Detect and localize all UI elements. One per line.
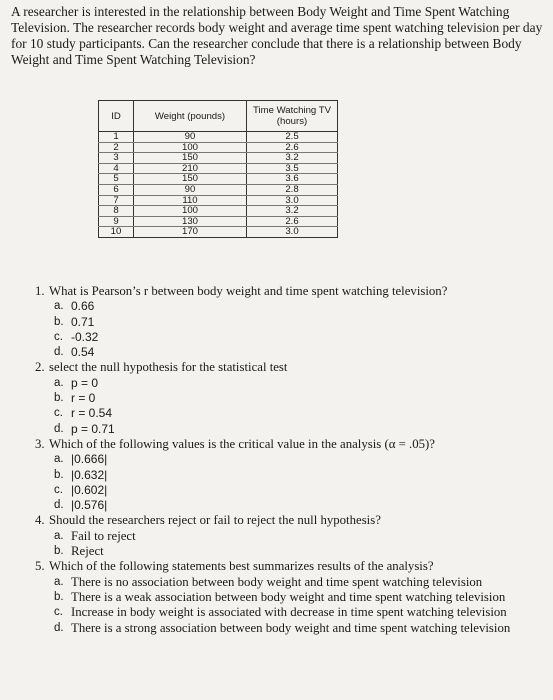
table-row	[99, 184, 338, 195]
cell-weight: 130	[134, 216, 247, 227]
option-text: 0.54	[71, 345, 95, 360]
cell-id: 6	[99, 184, 134, 195]
cell-id: 8	[99, 206, 134, 217]
answer-options	[35, 575, 545, 636]
option-letter: a.	[54, 376, 64, 389]
question-item	[35, 360, 545, 436]
question-item	[35, 513, 545, 559]
option-letter: a.	[54, 575, 64, 588]
answer-option[interactable]	[35, 621, 545, 636]
question-list	[35, 284, 545, 636]
answer-option[interactable]	[35, 544, 545, 559]
cell-weight: 90	[134, 184, 247, 195]
option-text: |0.602|	[71, 482, 108, 497]
cell-tv: 3.0	[247, 195, 338, 206]
cell-tv: 3.2	[247, 153, 338, 164]
option-letter: b.	[54, 545, 64, 558]
cell-tv: 3.5	[247, 163, 338, 174]
option-text: There is no association between body weight and time spent watching television	[71, 574, 483, 589]
option-letter: a.	[54, 453, 64, 466]
table-row	[99, 153, 338, 164]
option-text: Reject	[71, 544, 104, 559]
cell-weight: 150	[134, 174, 247, 185]
answer-option[interactable]	[35, 406, 545, 421]
answer-options	[35, 529, 545, 560]
answer-option[interactable]	[35, 299, 545, 314]
option-text: p = 0	[71, 375, 99, 390]
question-stem	[35, 559, 545, 574]
cell-weight: 150	[134, 153, 247, 164]
option-letter: c.	[54, 483, 63, 496]
answer-option[interactable]	[35, 575, 545, 590]
answer-options	[35, 452, 545, 513]
option-letter: c.	[54, 407, 63, 420]
answer-option[interactable]	[35, 376, 545, 391]
table-header-row	[99, 101, 338, 132]
header-tv	[247, 101, 338, 132]
answer-option[interactable]	[35, 483, 545, 498]
option-text: 0.66	[71, 299, 95, 314]
table-row	[99, 142, 338, 153]
cell-tv: 2.6	[247, 216, 338, 227]
answer-option[interactable]	[35, 590, 545, 605]
cell-tv: 3.6	[247, 174, 338, 185]
question-number: 4.	[35, 513, 45, 528]
header-id: ID	[99, 101, 134, 132]
option-text: |0.666|	[71, 452, 108, 467]
table-row	[99, 163, 338, 174]
option-text: |0.576|	[71, 498, 108, 513]
option-letter: d.	[54, 499, 64, 512]
question-text: select the null hypothesis for the statistical test	[49, 360, 288, 375]
question-number: 3.	[35, 436, 45, 451]
question-number: 1.	[35, 284, 45, 298]
cell-id: 5	[99, 174, 134, 185]
question-stem	[35, 360, 545, 375]
option-text: 0.71	[71, 314, 95, 329]
question-text: Which of the following statements best summarizes results of the analysis?	[49, 559, 434, 574]
option-text: |0.632|	[71, 467, 108, 482]
cell-tv: 3.0	[247, 227, 338, 238]
option-text: There is a weak association between body weight and time spent watching television	[71, 589, 506, 604]
question-item	[35, 284, 545, 360]
cell-id: 2	[99, 142, 134, 153]
data-table	[98, 100, 338, 238]
answer-option[interactable]	[35, 498, 545, 513]
answer-options	[35, 376, 545, 437]
cell-weight: 100	[134, 206, 247, 217]
header-weight: Weight (pounds)	[134, 101, 247, 132]
table-row	[99, 132, 338, 143]
cell-id: 4	[99, 163, 134, 174]
table-body	[99, 132, 338, 238]
question-item	[35, 437, 545, 513]
cell-weight: 100	[134, 142, 247, 153]
answer-option[interactable]	[35, 330, 545, 345]
header-tv-line1: Time Watching TV	[252, 105, 331, 116]
cell-tv: 2.6	[247, 142, 338, 153]
table-row	[99, 206, 338, 217]
option-text: Fail to reject	[71, 528, 136, 543]
answer-option[interactable]	[35, 529, 545, 544]
cell-weight: 90	[134, 132, 247, 143]
option-letter: d.	[54, 621, 64, 634]
cell-tv: 2.5	[247, 132, 338, 143]
cell-weight: 110	[134, 195, 247, 206]
answer-option[interactable]	[35, 315, 545, 330]
option-letter: d.	[54, 422, 64, 435]
question-stem	[35, 284, 545, 299]
option-letter: c.	[54, 330, 63, 343]
answer-option[interactable]	[35, 391, 545, 406]
answer-option[interactable]	[35, 422, 545, 437]
option-text: r = 0.54	[71, 406, 113, 421]
cell-id: 10	[99, 227, 134, 238]
option-letter: a.	[54, 300, 64, 313]
cell-weight: 210	[134, 163, 247, 174]
option-letter: b.	[54, 590, 64, 603]
cell-tv: 3.2	[247, 206, 338, 217]
cell-weight: 170	[134, 227, 247, 238]
answer-options	[35, 299, 545, 360]
cell-tv: 2.8	[247, 184, 338, 195]
option-text: r = 0	[71, 391, 96, 406]
question-stem	[35, 437, 545, 452]
option-letter: b.	[54, 468, 64, 481]
answer-option[interactable]	[35, 345, 545, 360]
answer-option[interactable]	[35, 468, 545, 483]
question-number: 5.	[35, 559, 45, 574]
question-text: What is Pearson’s r between body weight and time spent watching television?	[49, 284, 448, 298]
cell-id: 7	[99, 195, 134, 206]
header-tv-line2: (hours)	[276, 116, 308, 127]
cell-id: 1	[99, 132, 134, 143]
question-stem	[35, 513, 545, 528]
option-letter: a.	[54, 529, 64, 542]
option-text: p = 0.71	[71, 421, 115, 436]
cell-id: 3	[99, 153, 134, 164]
problem-statement: A researcher is interested in the relationship between Body Weight and Time Spent Watching Television. The researcher records body weight and average time spent watching television per day for 10 study participants. Can the researcher conclude that there is a relationship between Body Weight and Time Spent Watching Television?	[11, 4, 543, 67]
table-row	[99, 216, 338, 227]
option-letter: d.	[54, 346, 64, 359]
table-row	[99, 227, 338, 238]
question-number: 2.	[35, 360, 45, 375]
option-letter: c.	[54, 606, 63, 619]
option-text: -0.32	[71, 329, 99, 344]
cell-id: 9	[99, 216, 134, 227]
answer-option[interactable]	[35, 605, 545, 620]
question-text: Which of the following values is the critical value in the analysis (α = .05)?	[49, 436, 435, 451]
table-row	[99, 174, 338, 185]
option-letter: b.	[54, 392, 64, 405]
question-item	[35, 559, 545, 635]
table-row	[99, 195, 338, 206]
question-text: Should the researchers reject or fail to reject the null hypothesis?	[49, 513, 381, 528]
option-text: There is a strong association between body weight and time spent watching television	[71, 620, 511, 635]
option-letter: b.	[54, 315, 64, 328]
option-text: Increase in body weight is associated with decrease in time spent watching television	[71, 605, 507, 620]
data-table-wrap	[98, 100, 338, 238]
answer-option[interactable]	[35, 452, 545, 467]
